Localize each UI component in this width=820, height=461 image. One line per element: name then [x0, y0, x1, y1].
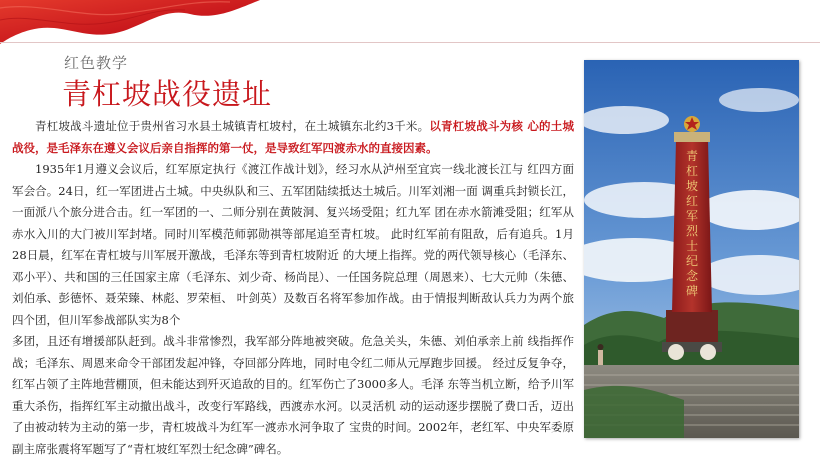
svg-text:士: 士: [685, 239, 699, 253]
svg-text:杠: 杠: [685, 164, 699, 178]
header-rule: [0, 42, 820, 43]
paragraph-1-text: 青杠坡战斗遗址位于贵州省习水县土城镇青杠坡村，在土城镇东北约3千米。: [35, 119, 430, 133]
monument-photo: [584, 60, 799, 438]
paragraph-2: 1935年1月遵义会议后，红军原定执行《渡江作战计划》，经习水从泸州至宜宾一线北渡长江与 红四方面军会合。24日，红一军团进占土城。中央纵队和三、五军团陆续抵达土城后。川军刘湘一面 调重兵封锁长江，一面派八个旅分进合击。红一军团的一、二师分别在黄陂洞、复兴场受阻；红九军 团在赤水箭滩受阻；红军从赤水入川的大门被川军封堵。同时川军模范师郭勋祺等部尾追至青杠坡。 此时红军前有阻敌，后有追兵。1月28日晨，红军在青杠坡与川军展开激战，毛泽东等到青杠坡附近 的大埂上指挥。党的两代领导核心（毛泽东、邓小平）、共和国的三任国家主席（毛泽东、刘少奇、杨尚昆）、一任国务院总理（周恩来）、七大元帅（朱德、刘伯承、彭德怀、聂荣臻、林彪、罗荣桓、 叶剑英）及数百名将军参加作战。由于情报判断敌认兵力为两个旅四个团，但川军参战部队实为8个: [12, 162, 574, 327]
svg-text:念: 念: [685, 269, 699, 283]
article-body: [12, 116, 574, 460]
svg-text:青: 青: [685, 149, 699, 163]
svg-text:烈: 烈: [685, 224, 699, 238]
svg-text:坡: 坡: [685, 179, 699, 193]
page-title: 青杠坡战役遗址: [62, 77, 273, 111]
paragraph-1: [12, 116, 574, 159]
svg-text:军: 军: [685, 209, 699, 223]
section-subtitle: 红色教学: [64, 54, 129, 72]
paragraph-3: 多团，且还有增援部队赶到。战斗非常惨烈，我军部分阵地被突破。危急关头，朱德、刘伯承亲上前 线指挥作战；毛泽东、周恩来命令干部团发起冲锋，夺回部分阵地，同时电令红二师从元厚跑步回援。 经过反复争夺，红军占领了主阵地营棚顶，但未能达到歼灭追敌的目的。红军伤亡了3000多人。毛泽 东等当机立断，给予川军重大杀伤，指挥红军主动撤出战斗，改变行军路线，西渡赤水河。以灵活机 动的运动逐步摆脱了费口舌，迈出了由被动转为主动的第一步，青杠坡战斗为红军一渡赤水河争取了 宝贵的时间。2002年，老红军、中央军委原副主席张震将军题写了“青杠坡红军烈士纪念碑”碑名。: [12, 334, 574, 456]
svg-text:红: 红: [685, 194, 699, 208]
svg-text:纪: 纪: [685, 254, 699, 268]
svg-text:碑: 碑: [685, 284, 699, 298]
red-flag-banner: [0, 0, 260, 60]
paragraph-1-highlight: 以青杠坡战斗为核 心的土城战役，是毛泽东在遵义会议后亲自指挥的第一仗，是导致红军四渡赤水的直接因素。: [12, 119, 574, 155]
monument-illustration: [584, 60, 799, 438]
